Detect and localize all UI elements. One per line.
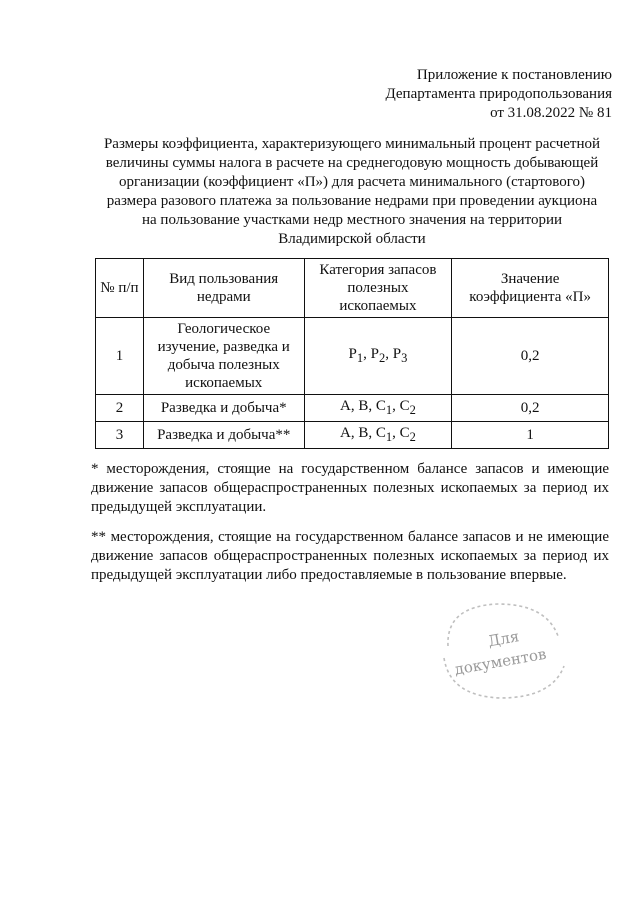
title-line-6: Владимирской области xyxy=(278,231,426,247)
footnote-2: ** месторождения, стоящие на государственном балансе запасов и не имеющие движение запасов общераспространенных полезных ископаемых за период их предыдущей эксплуатации либо предоставляемые в пользование впервые. xyxy=(91,529,609,583)
cell-category: A, B, $C_1$, $C_2$ xyxy=(304,395,452,422)
stamp-text-1: Для xyxy=(486,627,521,651)
cell-category: $P_1$, $P_2$, $P_3$ xyxy=(304,318,452,395)
table-header-row xyxy=(96,259,609,318)
footnotes xyxy=(91,460,609,596)
cell-use: Геологическое изучение, разведка и добыча полезных ископаемых xyxy=(143,318,304,395)
cell-num: 2 xyxy=(96,395,144,422)
cell-use: Разведка и добыча* xyxy=(143,395,304,422)
header-use: Вид пользования недрами xyxy=(143,259,304,318)
title-line-4: размера разового платежа за пользование недрами при проведении аукциона xyxy=(106,193,598,209)
cell-num: 3 xyxy=(96,422,144,449)
table-row xyxy=(96,422,609,449)
document-title xyxy=(92,135,612,249)
coefficient-table xyxy=(95,258,609,449)
header-num: № п/п xyxy=(96,259,144,318)
title-line-1: Размеры коэффициента, характеризующего минимальный процент расчетной xyxy=(103,136,601,152)
cell-use: Разведка и добыча** xyxy=(143,422,304,449)
header-value: Значение коэффициента «П» xyxy=(452,259,609,318)
title-line-5: на пользование участками недр местного значения на территории xyxy=(142,212,562,228)
table-row xyxy=(96,395,609,422)
footnote-1: * месторождения, стоящие на государственном балансе запасов и имеющие движение запасов общераспространенных полезных ископаемых за период их предыдущей эксплуатации. xyxy=(91,461,609,515)
cell-category: A, B, $C_1$, $C_2$ xyxy=(304,422,452,449)
table-row xyxy=(96,318,609,395)
document-header xyxy=(385,66,612,123)
cell-value: 0,2 xyxy=(452,318,609,395)
stamp-text-2: документов xyxy=(453,644,548,679)
title-line-2: величины суммы налога в расчете на среднегодовую мощность добывающей xyxy=(105,155,599,171)
cell-value: 1 xyxy=(452,422,609,449)
header-line-3: от 31.08.2022 № 81 xyxy=(490,105,612,121)
header-category: Категория запасов полезных ископаемых xyxy=(304,259,452,318)
header-line-1: Приложение к постановлению xyxy=(416,67,612,83)
cell-num: 1 xyxy=(96,318,144,395)
cell-value: 0,2 xyxy=(452,395,609,422)
header-line-2: Департамента природопользования xyxy=(385,86,612,102)
title-line-3: организации (коэффициент «П») для расчета минимального (стартового) xyxy=(118,174,586,190)
documents-stamp xyxy=(428,596,578,704)
